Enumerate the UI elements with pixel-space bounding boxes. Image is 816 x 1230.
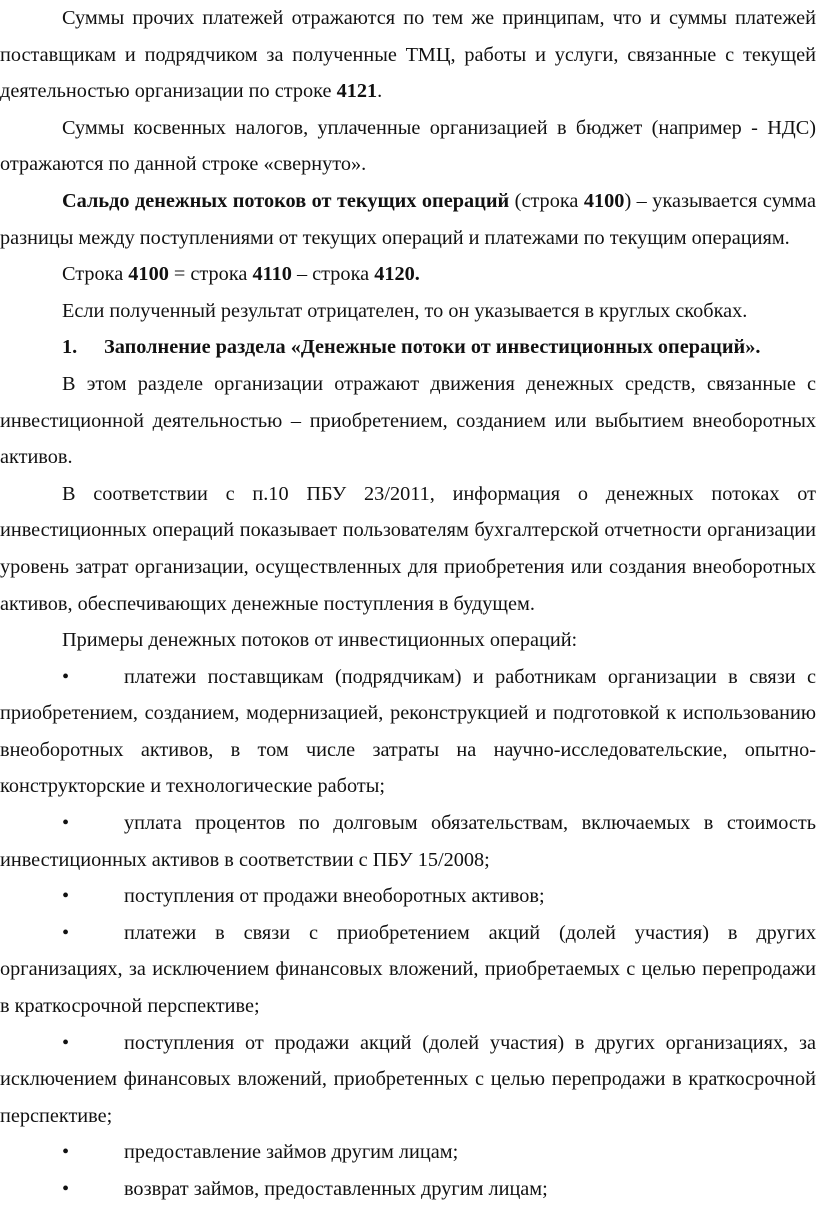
paragraph-negative-result [0,293,816,330]
line-code: 4100 [128,263,169,286]
list-item [0,659,816,805]
list-item [0,1025,816,1135]
paragraph-text: (строка [509,189,584,212]
bullet-icon: • [62,1178,70,1200]
list-item-text: поступления от продажи внеоборотных активов; [124,885,545,908]
bullet-icon: • [62,665,70,688]
paragraph-formula [0,256,816,293]
paragraph-text: – строка [291,263,375,286]
paragraph-text: В соответствии с п.10 ПБУ 23/2011, информация о денежных потоках от инвестиционных операций показывает пользователям бухгалтерской отчетности организации уровень затрат организации, осуществленных для приобретения или создания внеоборотных активов, обеспечивающих денежные поступления в будущем. [0,482,816,615]
list-item-text: поступления от продажи акций (долей участия) в других организациях, за исключением финансовых вложений, приобретенных с целью перепродажи в краткосрочной перспективе; [0,1031,816,1127]
list-item [0,915,816,1025]
paragraph-pbu-reference [0,476,816,622]
line-code: 4110 [252,263,292,286]
paragraph-current-ops-balance [0,183,816,256]
list-item [0,878,816,915]
paragraph-text: Суммы косвенных налогов, уплаченные организацией в бюджет (например - НДС) отражаются по данной строке «свернуто». [0,116,816,176]
line-code: 4100 [583,189,625,212]
bullet-icon: • [62,885,70,908]
bold-term: Сальдо денежных потоков от текущих операций [62,189,510,212]
paragraph-text: Если полученный результат отрицателен, то он указывается в круглых скобках. [62,299,748,322]
paragraph-other-payments [0,0,816,110]
bullet-icon: • [62,1031,70,1054]
list-item [0,1134,816,1171]
section-title: Заполнение раздела «Денежные потоки от инвестиционных операций». [104,336,761,359]
paragraph-text: = строка [168,263,253,286]
bullet-icon: • [62,812,70,835]
section-number: 1. [62,336,78,359]
section-heading [0,329,816,366]
list-item [0,1171,816,1208]
paragraph-text: Примеры денежных потоков от инвестиционных операций: [62,629,578,652]
bullet-icon: • [62,921,70,944]
paragraph-text: Суммы прочих платежей отражаются по тем же принципам, что и суммы платежей поставщикам и подрядчиком за полученные ТМЦ, работы и услуги, связанные с текущей деятельностью организации по строке [0,7,816,103]
line-code: 4120. [374,263,420,286]
list-item-text: платежи в связи с приобретением акций (долей участия) в других организациях, за исключением финансовых вложений, приобретаемых с целью перепродажи в краткосрочной перспективе; [0,921,816,1018]
list-item-text: возврат займов, предоставленных другим лицам; [124,1178,548,1200]
list-item-text: платежи поставщикам (подрядчикам) и работникам организации в связи с приобретением, созданием, модернизацией, реконструкцией и подготовкой к использованию внеоборотных активов, в том числе затраты на научно-исследовательские, опытно-конструкторские и технологические работы; [0,665,816,798]
paragraph-text: В этом разделе организации отражают движения денежных средств, связанные с инвестиционной деятельностью – приобретением, созданием или выбытием внеоборотных активов. [0,372,816,469]
list-item-text: предоставление займов другим лицам; [124,1141,459,1164]
paragraph-investment-section [0,366,816,476]
list-item [0,805,816,878]
paragraph-text: Строка [62,263,129,286]
paragraph-indirect-taxes [0,110,816,183]
paragraph-text: ) – указывается сумма разницы между поступлениями от текущих операций и платежами по текущим операциям. [0,189,816,249]
line-code: 4121 [336,80,378,103]
bullet-icon: • [62,1141,70,1164]
list-item-text: уплата процентов по долговым обязательствам, включаемых в стоимость инвестиционных активов в соответствии с ПБУ 15/2008; [0,812,816,871]
paragraph-text: . [377,80,383,103]
paragraph-examples-intro [0,622,816,659]
